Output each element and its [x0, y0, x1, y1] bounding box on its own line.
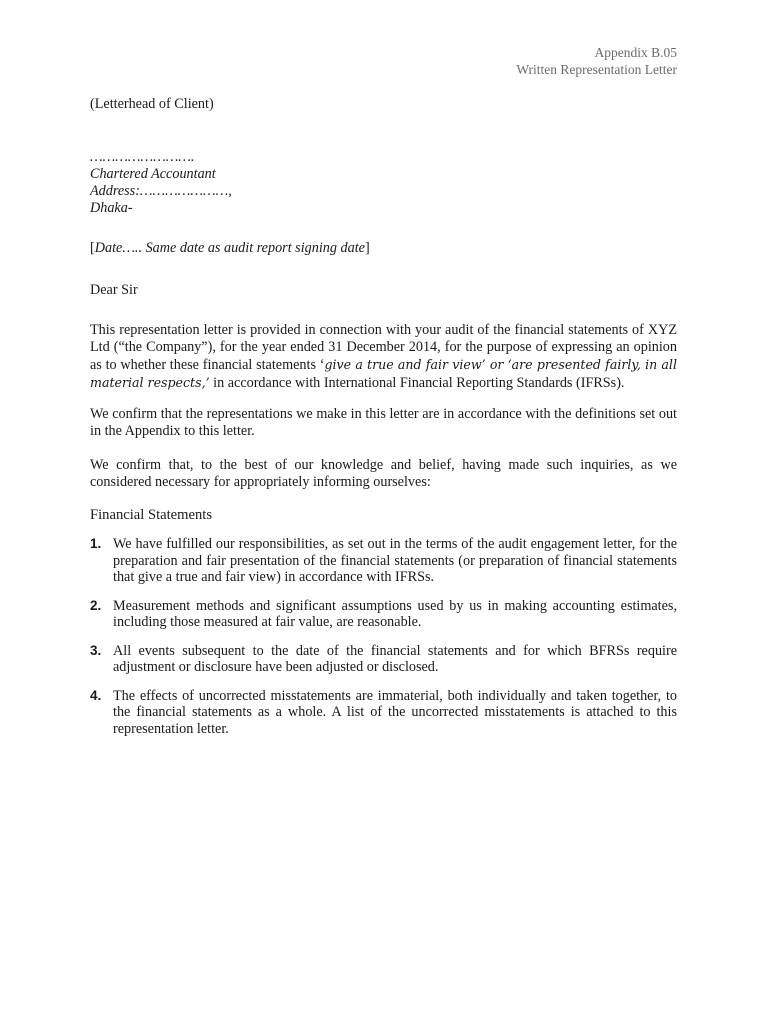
list-item-number: 3. — [90, 642, 102, 658]
list-item-number: 2. — [90, 597, 102, 613]
list-item — [90, 643, 677, 676]
document-title: Written Representation Letter — [516, 62, 677, 77]
document-header — [516, 44, 677, 78]
list-item-number: 1. — [90, 536, 102, 551]
list-item — [90, 536, 677, 586]
representation-list — [90, 536, 677, 749]
section-heading: Financial Statements — [90, 507, 212, 523]
intro-text-a: This representation letter is provided in connection with your audit of the financial statements of XYZ Ltd (“the Company”), for the year ended 31 December 2014, for the purpose of expressing an opinion as to whether these financial statements ‘ — [90, 322, 677, 373]
date-line — [90, 240, 370, 257]
date-placeholder: Date….. Same date as audit report signing date — [94, 240, 365, 256]
letterhead-placeholder: (Letterhead of Client) — [90, 96, 214, 112]
salutation: Dear Sir — [90, 282, 138, 298]
intro-paragraph — [90, 322, 677, 392]
list-item-text: The effects of uncorrected misstatements are immaterial, both individually and taken together, to the financial statements as a whole. A list of the uncorrected misstatements is attached to this representation letter. — [113, 687, 677, 737]
list-item — [90, 688, 677, 738]
date-bracket-close: ] — [364, 240, 370, 256]
list-item-number: 4. — [90, 687, 102, 703]
intro-text-b: in accordance with International Financial Reporting Standards (IFRSs). — [209, 375, 625, 391]
date-bracket-open: [ — [90, 240, 95, 256]
appendix-label: Appendix B.05 — [594, 45, 677, 60]
addressee-address: Address:…………………, — [90, 183, 232, 199]
list-item — [90, 598, 677, 631]
confirmation-paragraph: We confirm that, to the best of our knowledge and belief, having made such inquiries, as we considered necessary for appropriately informing ourselves: — [90, 457, 677, 490]
addressee-role: Chartered Accountant — [90, 166, 216, 182]
intro-text-italic: give a true and fair view’ or ‘are presented fairly, in all material respects,’ — [90, 357, 677, 390]
addressee-city: Dhaka- — [90, 200, 133, 216]
addressee-block — [90, 149, 232, 217]
definitions-paragraph: We confirm that the representations we make in this letter are in accordance with the definitions set out in the Appendix to this letter. — [90, 406, 677, 439]
addressee-name-placeholder: ……………………. — [90, 149, 195, 165]
list-item-text: All events subsequent to the date of the financial statements and for which BFRSs require adjustment or disclosure have been adjusted or disclosed. — [113, 642, 677, 675]
list-item-text: We have fulfilled our responsibilities, as set out in the terms of the audit engagement letter, for the preparation and fair presentation of the financial statements (or preparation of financial statements that give a true and fair view) in accordance with IFRSs. — [113, 536, 677, 585]
list-item-text: Measurement methods and significant assumptions used by us in making accounting estimates, including those measured at fair value, are reasonable. — [113, 597, 677, 630]
